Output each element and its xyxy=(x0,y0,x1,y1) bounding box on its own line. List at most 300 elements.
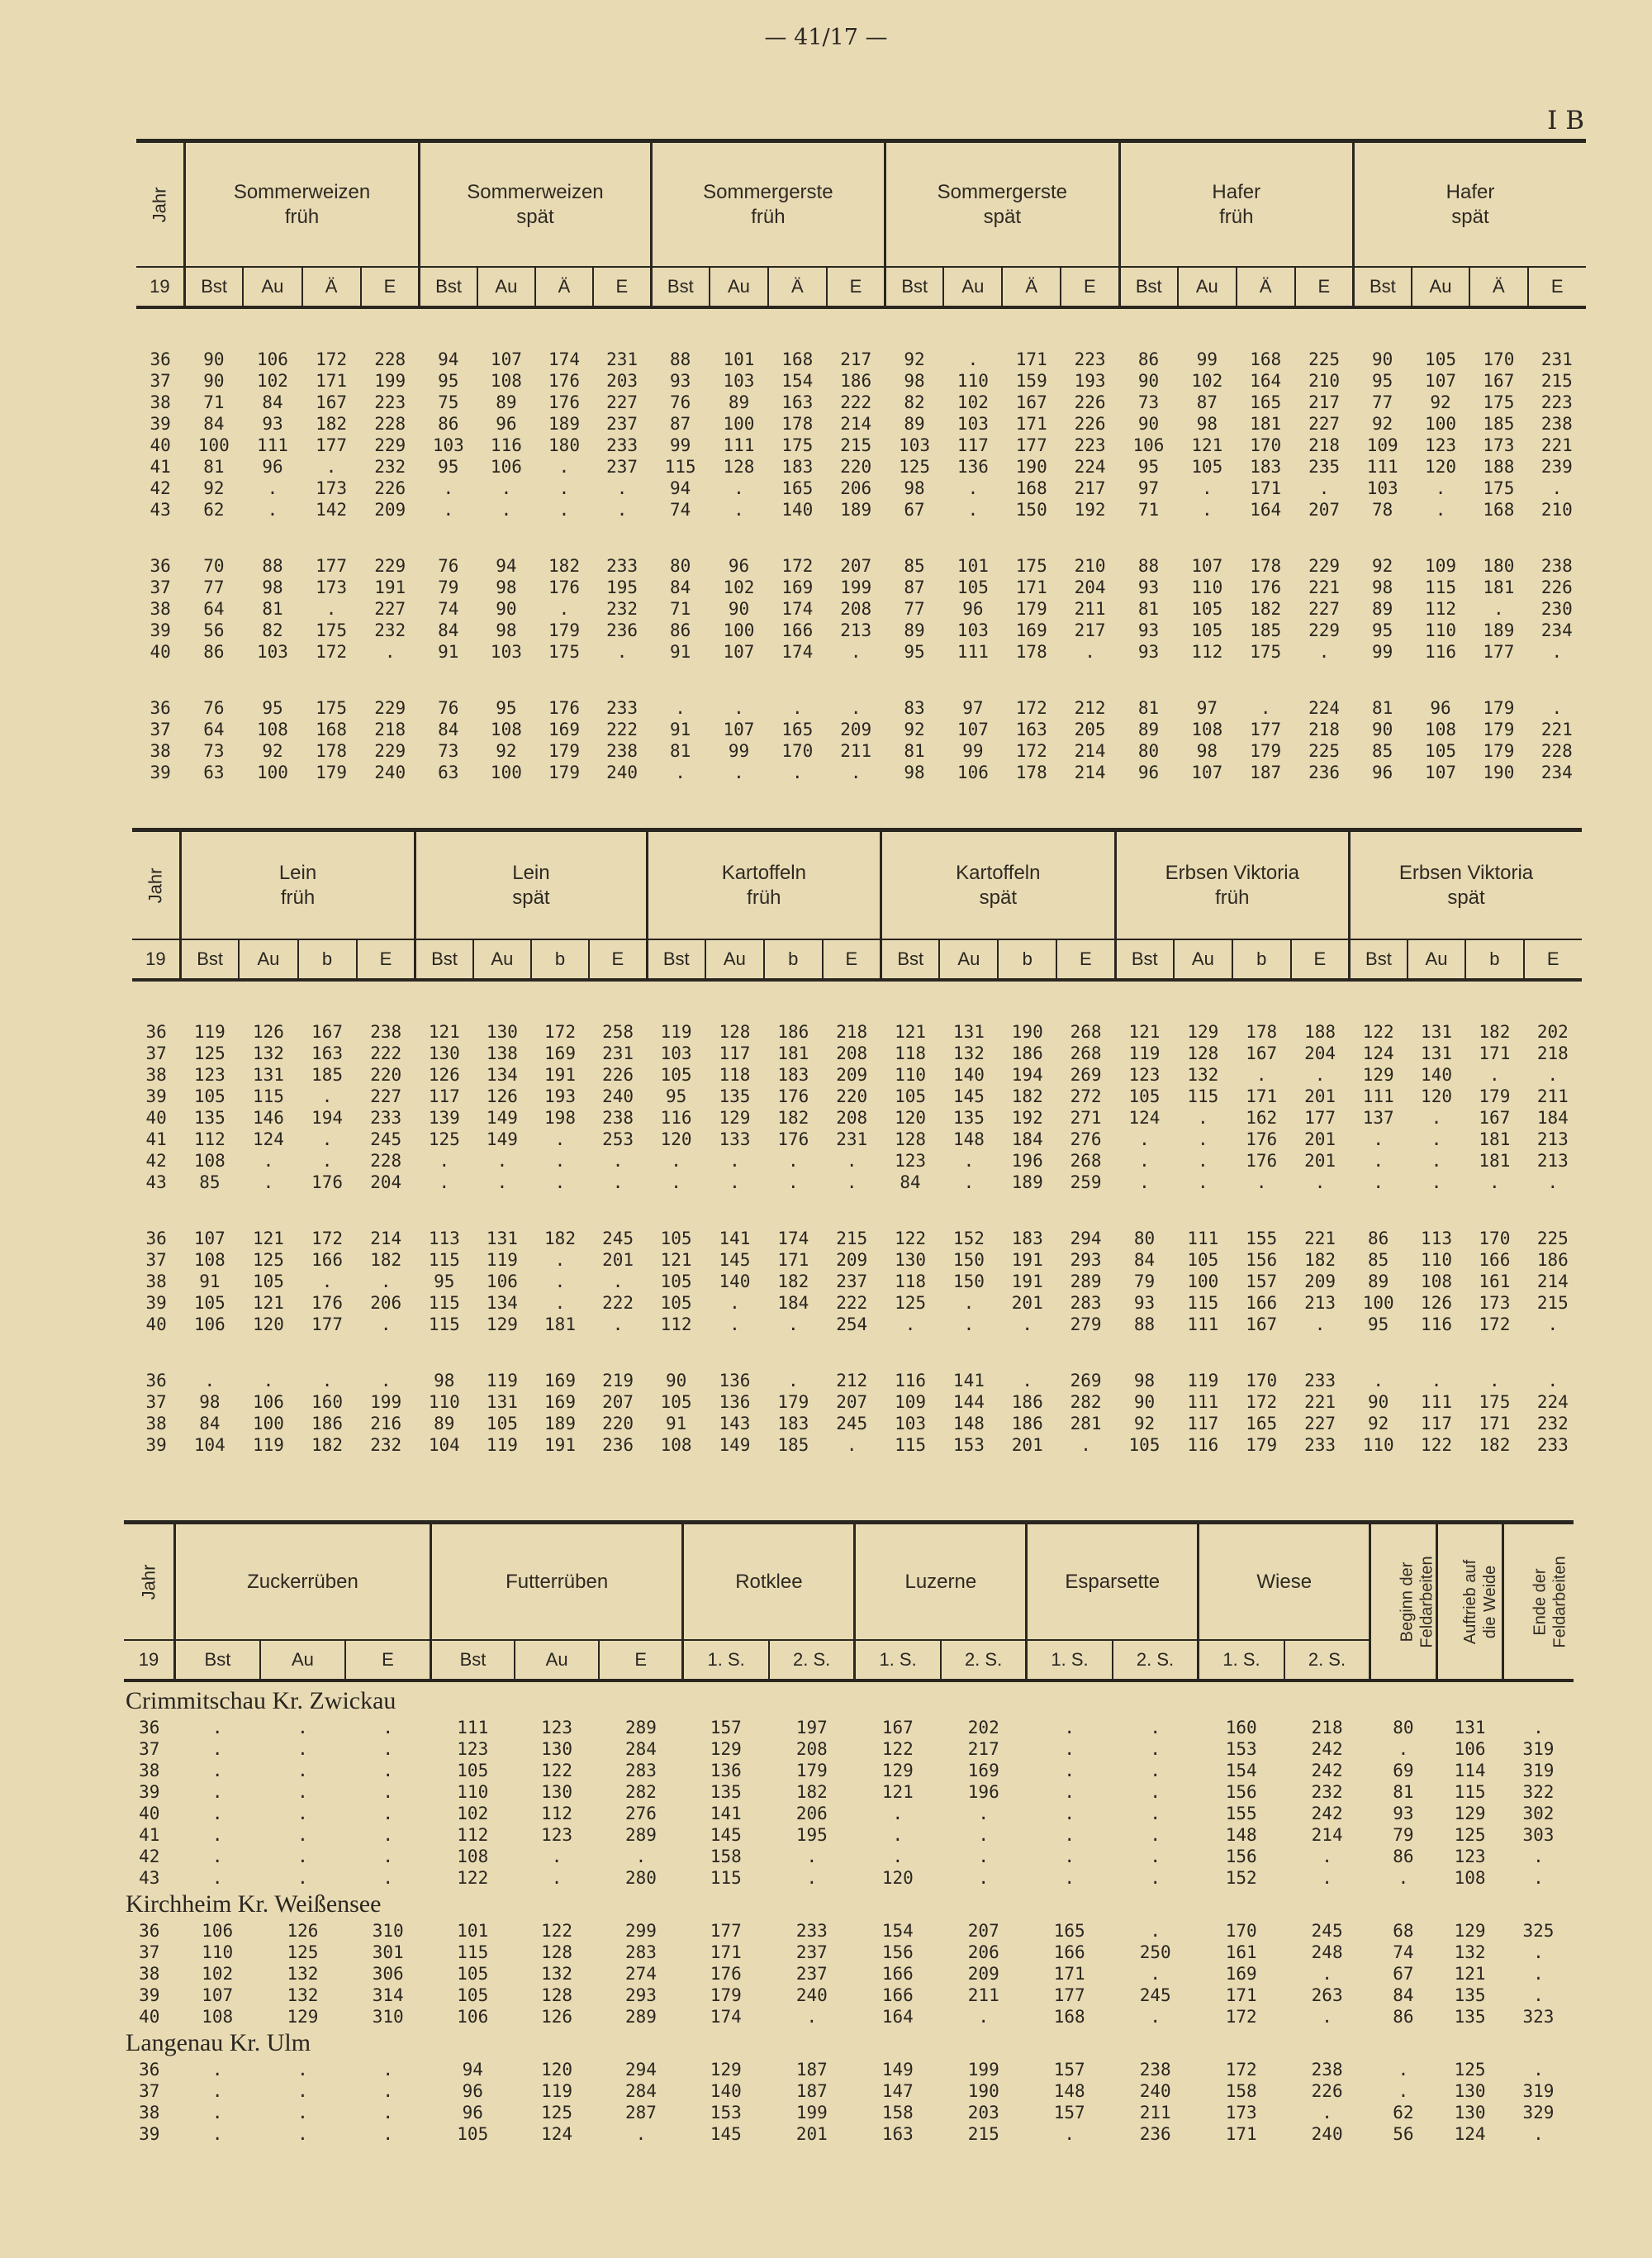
value-cell: 107 xyxy=(723,720,755,739)
value-cell: 176 xyxy=(311,1293,344,1313)
year-prefix: 19 xyxy=(132,939,180,978)
column-subheader: b xyxy=(1232,939,1291,978)
value-cell: 189 xyxy=(544,1414,576,1433)
value-cell: . xyxy=(554,1293,566,1313)
value-cell: 282 xyxy=(1070,1392,1102,1412)
value-cell: 148 xyxy=(1225,1825,1257,1845)
value-cell: 101 xyxy=(723,349,755,369)
value-cell: 118 xyxy=(895,1272,926,1291)
value-cell: 268 xyxy=(1070,1022,1102,1042)
value-cell: 201 xyxy=(795,2124,828,2144)
value-cell: 159 xyxy=(1015,371,1047,391)
value-cell: 96 xyxy=(962,599,984,619)
value-cell: . xyxy=(612,1314,624,1334)
value-cell: 95 xyxy=(438,371,459,391)
value-cell: 140 xyxy=(1421,1065,1452,1085)
value-cell: 174 xyxy=(710,2007,742,2027)
value-cell: . xyxy=(733,500,744,520)
value-cell: . xyxy=(380,1314,392,1334)
value-cell: 167 xyxy=(881,1718,914,1737)
value-cell: 232 xyxy=(374,620,406,640)
value-cell: 169 xyxy=(1015,620,1047,640)
value-cell: . xyxy=(1533,1942,1544,1962)
value-cell: 122 xyxy=(457,1868,489,1888)
value-cell: 121 xyxy=(1128,1022,1161,1042)
value-cell: . xyxy=(729,1293,740,1313)
value-cell: 105 xyxy=(252,1272,284,1291)
value-cell: . xyxy=(297,1825,308,1845)
value-cell: 209 xyxy=(840,720,872,739)
value-cell: 171 xyxy=(777,1250,809,1270)
column-group-title: Hafer spät xyxy=(1353,143,1586,267)
value-cell: 263 xyxy=(1311,1985,1343,2005)
year-cell: 43 xyxy=(150,500,171,520)
table-row xyxy=(136,555,1586,577)
value-cell: 98 xyxy=(1196,741,1218,761)
value-cell: . xyxy=(733,478,744,498)
value-cell: 131 xyxy=(1421,1043,1452,1063)
value-cell: 237 xyxy=(795,1942,828,1962)
value-cell: 130 xyxy=(428,1043,460,1063)
value-cell: . xyxy=(671,1172,681,1192)
value-cell: . xyxy=(978,1847,990,1866)
value-cell: 130 xyxy=(541,1739,573,1759)
value-cell: 90 xyxy=(496,599,517,619)
value-cell: 222 xyxy=(602,1293,634,1313)
value-cell: 216 xyxy=(370,1414,402,1433)
column-subheader: E xyxy=(1291,939,1350,978)
value-cell: 253 xyxy=(602,1129,634,1149)
table-row xyxy=(136,577,1586,598)
value-cell: 223 xyxy=(374,392,406,412)
value-cell: 92 xyxy=(1372,556,1393,576)
value-cell: 173 xyxy=(316,578,348,597)
value-cell: 97 xyxy=(1196,698,1218,718)
value-cell: . xyxy=(554,1172,566,1192)
value-cell: 115 xyxy=(895,1435,926,1455)
table-row xyxy=(124,1867,1574,1889)
value-cell: 203 xyxy=(967,2103,999,2123)
value-cell: 111 xyxy=(1187,1314,1219,1334)
column-subheader: 2. S. xyxy=(941,1640,1027,1679)
value-cell: . xyxy=(443,500,454,520)
value-cell: . xyxy=(616,500,628,520)
value-cell: 237 xyxy=(836,1272,868,1291)
value-cell: 129 xyxy=(1187,1022,1219,1042)
value-cell: 90 xyxy=(1137,371,1160,391)
value-cell: 121 xyxy=(428,1022,460,1042)
value-cell: . xyxy=(267,478,278,498)
value-cell: 172 xyxy=(1479,1314,1511,1334)
value-cell: . xyxy=(1260,698,1271,718)
value-cell: 124 xyxy=(1128,1108,1161,1128)
value-cell: 227 xyxy=(1304,1414,1336,1433)
value-cell: 293 xyxy=(1070,1250,1102,1270)
value-cell: . xyxy=(263,1151,274,1171)
value-cell: . xyxy=(211,1782,223,1802)
value-cell: 89 xyxy=(1368,1272,1389,1291)
value-cell: 95 xyxy=(904,642,925,662)
value-cell: . xyxy=(263,1371,274,1390)
table-row xyxy=(132,1249,1582,1271)
value-cell: 158 xyxy=(881,2103,914,2123)
column-subheader: Ä xyxy=(768,267,827,306)
value-cell: 96 xyxy=(462,2103,483,2123)
value-cell: . xyxy=(806,2007,818,2027)
value-cell: 119 xyxy=(486,1371,518,1390)
column-subheader: Au xyxy=(477,267,535,306)
value-cell: 109 xyxy=(895,1392,926,1412)
value-cell: . xyxy=(671,1151,681,1171)
value-cell: 110 xyxy=(895,1065,926,1085)
value-cell: 220 xyxy=(370,1065,402,1085)
value-cell: 234 xyxy=(1540,763,1573,782)
value-cell: 236 xyxy=(602,1435,634,1455)
value-cell: 126 xyxy=(252,1022,284,1042)
value-cell: . xyxy=(1373,1129,1384,1149)
value-cell: 226 xyxy=(1540,578,1573,597)
column-group-title: Sommergerste spät xyxy=(885,143,1119,267)
value-cell: . xyxy=(1064,1761,1075,1780)
value-cell: 194 xyxy=(1011,1065,1043,1085)
value-cell: 111 xyxy=(256,435,288,455)
value-cell: 173 xyxy=(316,478,348,498)
value-cell: 204 xyxy=(370,1172,402,1192)
value-cell: 105 xyxy=(1187,1250,1219,1270)
value-cell: 122 xyxy=(1421,1435,1452,1455)
value-cell: 129 xyxy=(881,1761,914,1780)
year-cell: 42 xyxy=(139,1847,160,1866)
column-group-title: Sommergerste früh xyxy=(651,143,885,267)
value-cell: 176 xyxy=(1246,1129,1278,1149)
value-cell: 131 xyxy=(952,1022,985,1042)
value-cell: . xyxy=(1256,1172,1267,1192)
value-cell: 105 xyxy=(457,1964,489,1984)
value-cell: 215 xyxy=(840,435,872,455)
value-cell: . xyxy=(297,1761,308,1780)
value-cell: 183 xyxy=(781,457,814,477)
value-cell: 149 xyxy=(486,1129,518,1149)
value-cell: 186 xyxy=(1011,1043,1043,1063)
value-cell: . xyxy=(846,1435,857,1455)
value-cell: . xyxy=(1547,1371,1559,1390)
year-cell: 36 xyxy=(145,1229,167,1248)
year-cell: 42 xyxy=(145,1151,167,1171)
value-cell: 194 xyxy=(311,1108,344,1128)
value-cell: 105 xyxy=(1425,741,1456,761)
value-cell: 269 xyxy=(1070,1065,1102,1085)
value-cell: 177 xyxy=(316,435,348,455)
value-cell: . xyxy=(1150,1847,1161,1866)
value-cell: 130 xyxy=(486,1022,518,1042)
value-cell: 84 xyxy=(199,1414,221,1433)
value-cell: 208 xyxy=(840,599,872,619)
value-cell: 105 xyxy=(660,1065,692,1085)
value-cell: 116 xyxy=(1187,1435,1219,1455)
value-cell: 122 xyxy=(1362,1022,1394,1042)
value-cell: 178 xyxy=(1015,763,1047,782)
value-cell: 268 xyxy=(1070,1043,1102,1063)
value-cell: . xyxy=(1533,1964,1544,1984)
value-cell: 132 xyxy=(287,1985,319,2005)
value-cell: . xyxy=(382,1739,394,1759)
value-cell: 183 xyxy=(777,1414,809,1433)
value-cell: . xyxy=(1085,642,1095,662)
value-cell: 102 xyxy=(457,1804,489,1823)
value-cell: 89 xyxy=(1372,599,1393,619)
value-cell: 84 xyxy=(438,620,459,640)
value-cell: . xyxy=(211,1847,223,1866)
value-cell: 163 xyxy=(881,2124,914,2144)
value-cell: 160 xyxy=(311,1392,344,1412)
value-cell: 112 xyxy=(1191,642,1223,662)
value-cell: 177 xyxy=(1015,435,1047,455)
value-cell: 193 xyxy=(1074,371,1106,391)
value-cell: 77 xyxy=(904,599,925,619)
value-cell: 135 xyxy=(719,1086,751,1106)
value-cell: 104 xyxy=(193,1435,225,1455)
column-group-title: Hafer früh xyxy=(1119,143,1353,267)
value-cell: 114 xyxy=(1454,1761,1486,1780)
value-cell: 168 xyxy=(316,720,348,739)
value-cell: 221 xyxy=(1304,1229,1336,1248)
value-cell: 176 xyxy=(311,1172,344,1192)
value-cell: 236 xyxy=(606,620,638,640)
value-cell: . xyxy=(297,1804,308,1823)
value-cell: . xyxy=(1150,1921,1161,1941)
value-cell: . xyxy=(211,1868,223,1888)
value-cell: 136 xyxy=(719,1371,751,1390)
value-cell: 95 xyxy=(262,698,283,718)
column-group-title: Futterrüben xyxy=(430,1524,683,1640)
year-cell: 40 xyxy=(139,1804,160,1823)
value-cell: 107 xyxy=(957,720,989,739)
value-cell: 287 xyxy=(624,2103,657,2123)
value-cell: 109 xyxy=(1425,556,1456,576)
jahr-header xyxy=(132,832,180,939)
value-cell: 100 xyxy=(1425,414,1456,434)
value-cell: 131 xyxy=(486,1392,518,1412)
column-subheader: Au xyxy=(473,939,531,978)
value-cell: 191 xyxy=(374,578,406,597)
value-cell: 185 xyxy=(311,1065,344,1085)
value-cell: 81 xyxy=(262,599,283,619)
value-cell: 176 xyxy=(710,1964,742,1984)
value-cell: 92 xyxy=(1372,414,1393,434)
value-cell: 329 xyxy=(1522,2103,1555,2123)
value-cell: 229 xyxy=(374,698,406,718)
column-subheader: Bst xyxy=(430,1640,515,1679)
value-cell: 128 xyxy=(1187,1043,1219,1063)
value-cell: 145 xyxy=(710,2124,742,2144)
value-cell: . xyxy=(1322,1868,1332,1888)
value-cell: 76 xyxy=(669,392,691,412)
value-cell: 141 xyxy=(710,1804,742,1823)
table-header xyxy=(136,139,1586,309)
value-cell: . xyxy=(211,1761,223,1780)
value-cell: 280 xyxy=(624,1868,657,1888)
value-cell: 210 xyxy=(1074,556,1106,576)
value-cell: 80 xyxy=(1133,1229,1156,1248)
value-cell: . xyxy=(211,1804,223,1823)
value-cell: . xyxy=(380,1272,392,1291)
value-cell: 117 xyxy=(957,435,989,455)
value-cell: 206 xyxy=(370,1293,402,1313)
value-cell: 115 xyxy=(664,457,696,477)
value-cell: 99 xyxy=(669,435,691,455)
value-cell: 100 xyxy=(1187,1272,1219,1291)
column-subheader: E xyxy=(599,1640,683,1679)
value-cell: 214 xyxy=(1074,741,1106,761)
value-cell: 108 xyxy=(490,371,522,391)
year-cell: 41 xyxy=(145,1129,167,1149)
value-cell: 82 xyxy=(904,392,925,412)
year-cell: 36 xyxy=(150,556,171,576)
value-cell: 84 xyxy=(262,392,283,412)
value-cell: 181 xyxy=(544,1314,576,1334)
value-cell: 157 xyxy=(1053,2103,1085,2123)
value-cell: 233 xyxy=(1536,1435,1569,1455)
value-cell: 170 xyxy=(1483,349,1515,369)
value-cell: . xyxy=(382,2060,394,2080)
value-cell: . xyxy=(297,2124,308,2144)
value-cell: 135 xyxy=(710,1782,742,1802)
value-cell: 139 xyxy=(428,1108,460,1128)
value-cell: 172 xyxy=(781,556,814,576)
value-cell: 98 xyxy=(262,578,283,597)
value-cell: 242 xyxy=(1311,1761,1343,1780)
value-cell: 179 xyxy=(548,763,580,782)
value-cell: 180 xyxy=(548,435,580,455)
column-subheader: E xyxy=(1528,267,1586,306)
value-cell: 240 xyxy=(602,1086,634,1106)
value-cell: 214 xyxy=(840,414,872,434)
value-cell: 64 xyxy=(203,720,225,739)
value-cell: 202 xyxy=(967,1718,999,1737)
value-cell: 84 xyxy=(1133,1250,1156,1270)
value-cell: 168 xyxy=(1053,2007,1085,2027)
value-cell: 125 xyxy=(1454,2060,1486,2080)
table-row xyxy=(124,1963,1574,1985)
value-cell: 175 xyxy=(1015,556,1047,576)
year-cell: 38 xyxy=(150,392,171,412)
value-cell: 106 xyxy=(202,1921,234,1941)
value-cell: 92 xyxy=(904,720,925,739)
value-cell: 229 xyxy=(374,741,406,761)
value-cell: 207 xyxy=(1308,500,1341,520)
column-subheader: E xyxy=(1061,267,1119,306)
value-cell: . xyxy=(321,1151,333,1171)
value-cell: . xyxy=(904,1314,916,1334)
value-cell: . xyxy=(1431,1129,1442,1149)
value-cell: 240 xyxy=(374,763,406,782)
value-cell: . xyxy=(1064,1847,1075,1866)
value-cell: 129 xyxy=(710,2060,742,2080)
year-cell: 37 xyxy=(139,1739,160,1759)
value-cell: 76 xyxy=(438,556,459,576)
value-cell: 236 xyxy=(1139,2124,1171,2144)
value-cell: 190 xyxy=(1483,763,1515,782)
value-cell: . xyxy=(1322,2103,1332,2123)
value-cell: 240 xyxy=(1139,2081,1171,2101)
value-cell: 218 xyxy=(374,720,406,739)
table-row xyxy=(136,740,1586,762)
value-cell: 214 xyxy=(1536,1272,1569,1291)
value-cell: 319 xyxy=(1522,2081,1555,2101)
value-cell: 129 xyxy=(287,2007,319,2027)
value-cell: 130 xyxy=(541,1782,573,1802)
value-cell: 105 xyxy=(1128,1435,1161,1455)
value-cell: 112 xyxy=(1425,599,1456,619)
value-cell: 136 xyxy=(957,457,989,477)
value-cell: 103 xyxy=(895,1414,926,1433)
column-group-title: Lein spät xyxy=(415,832,647,939)
value-cell: . xyxy=(554,1129,566,1149)
value-cell: 170 xyxy=(781,741,814,761)
value-cell: 171 xyxy=(710,1942,742,1962)
value-cell: 165 xyxy=(1246,1414,1278,1433)
value-cell: 98 xyxy=(1196,414,1218,434)
value-cell: 207 xyxy=(840,556,872,576)
value-cell: 170 xyxy=(1250,435,1282,455)
value-cell: 120 xyxy=(252,1314,284,1334)
value-cell: 229 xyxy=(374,435,406,455)
value-cell: 220 xyxy=(836,1086,868,1106)
table-row xyxy=(132,1021,1582,1043)
table-row xyxy=(124,1920,1574,1942)
table-row xyxy=(136,349,1586,370)
value-cell: 181 xyxy=(1479,1151,1511,1171)
value-cell: 106 xyxy=(457,2007,489,2027)
value-cell: 182 xyxy=(548,556,580,576)
year-cell: 38 xyxy=(139,1964,160,1984)
value-cell: 172 xyxy=(1225,2060,1257,2080)
value-cell: 199 xyxy=(795,2103,828,2123)
value-cell: 240 xyxy=(1311,2124,1343,2144)
value-cell: 146 xyxy=(252,1108,284,1128)
value-cell: 171 xyxy=(1246,1086,1278,1106)
value-cell: 163 xyxy=(311,1043,344,1063)
value-cell: 153 xyxy=(952,1435,985,1455)
value-cell: 105 xyxy=(457,1985,489,2005)
value-cell: 299 xyxy=(624,1921,657,1941)
value-cell: 177 xyxy=(311,1314,344,1334)
value-cell: 158 xyxy=(710,1847,742,1866)
value-cell: 176 xyxy=(548,392,580,412)
value-cell: 177 xyxy=(1304,1108,1336,1128)
value-cell: 222 xyxy=(370,1043,402,1063)
value-cell: 123 xyxy=(1128,1065,1161,1085)
value-cell: 111 xyxy=(957,642,989,662)
year-cell: 37 xyxy=(150,720,171,739)
value-cell: 223 xyxy=(1074,435,1106,455)
value-cell: 157 xyxy=(710,1718,742,1737)
value-cell: 259 xyxy=(1070,1172,1102,1192)
column-subheader: E xyxy=(1056,939,1115,978)
value-cell: 201 xyxy=(1304,1086,1336,1106)
value-cell: 112 xyxy=(660,1314,692,1334)
value-cell: 174 xyxy=(781,642,814,662)
value-cell: 190 xyxy=(1015,457,1047,477)
value-cell: 245 xyxy=(370,1129,402,1149)
value-cell: 213 xyxy=(1536,1129,1569,1149)
year-cell: 39 xyxy=(145,1086,167,1106)
value-cell: 293 xyxy=(624,1985,657,2005)
value-cell: 95 xyxy=(438,457,459,477)
value-cell: 303 xyxy=(1522,1825,1555,1845)
year-cell: 38 xyxy=(150,599,171,619)
value-cell: . xyxy=(1064,1718,1075,1737)
